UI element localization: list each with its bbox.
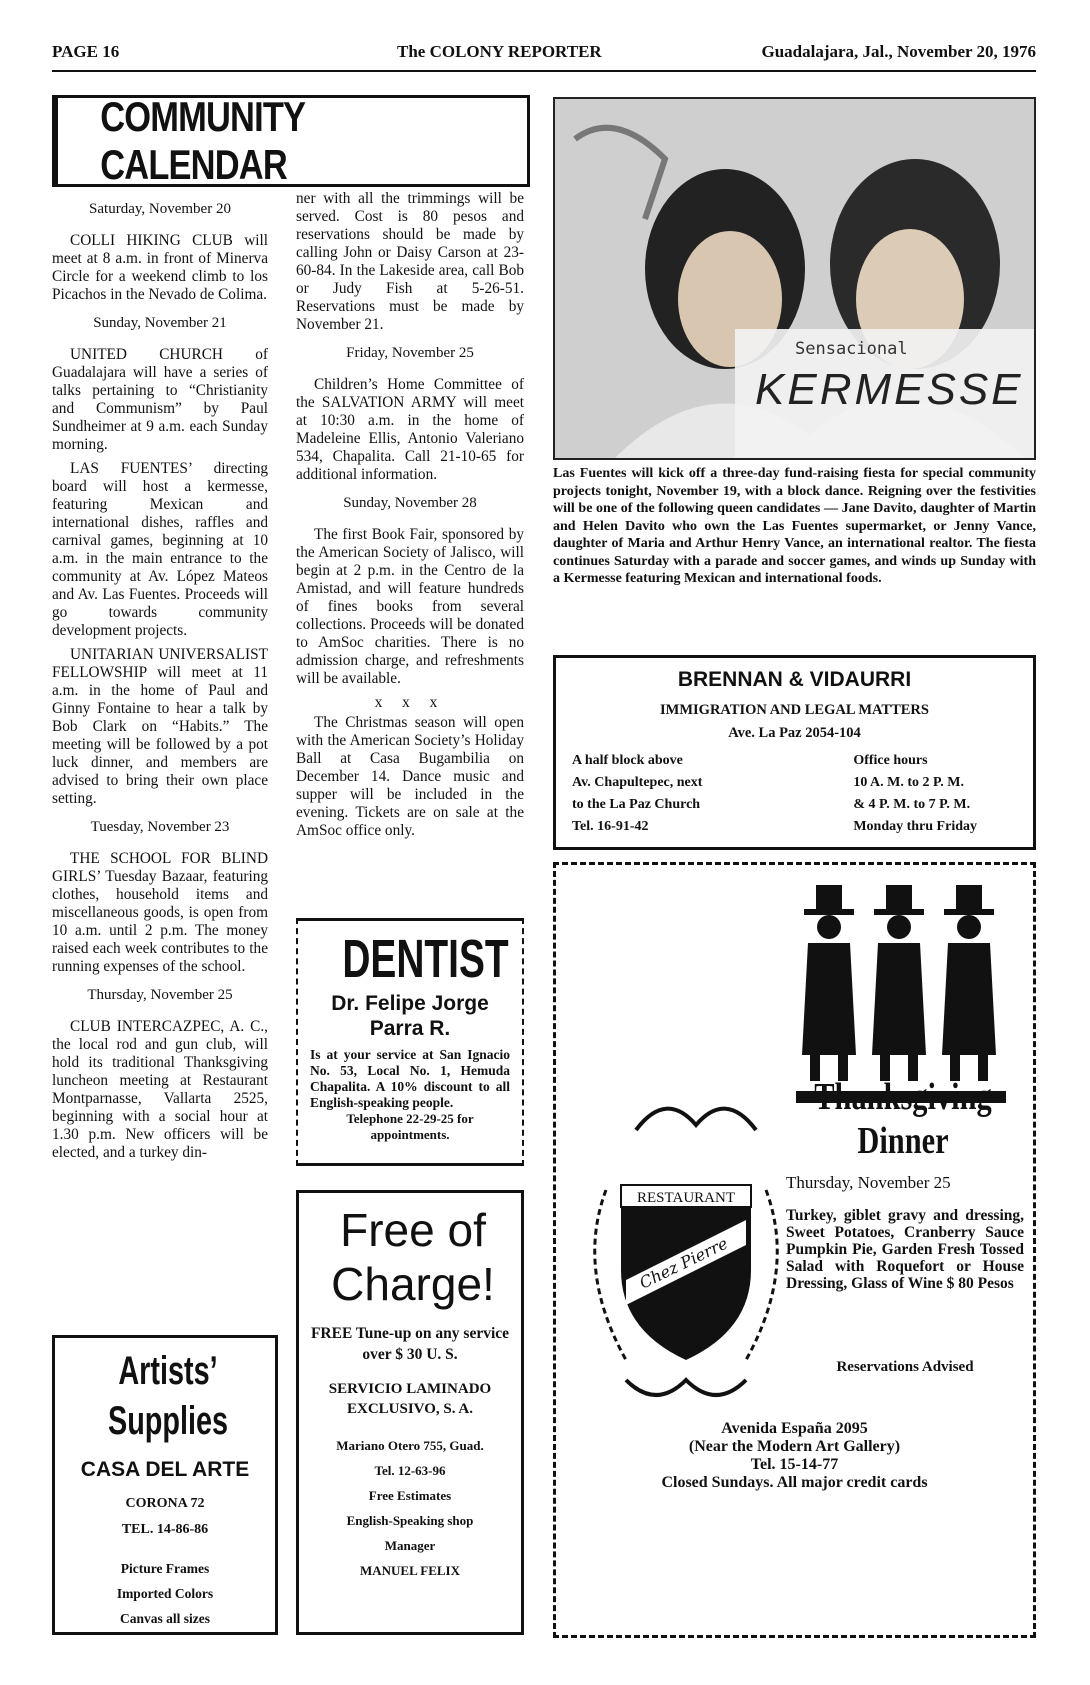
office-hours-line: 10 A. M. to 2 P. M. (853, 775, 965, 790)
photo-illustration (555, 99, 1034, 458)
artists-item: Canvas all sizes (119, 1611, 210, 1626)
brennan-vidaurri-ad (553, 655, 1036, 850)
company-name: SERVICIO LAMINADO EXCLUSIVO, S. A. (328, 1381, 492, 1417)
restaurant-tel: Tel. 15-14-77 (750, 1456, 839, 1473)
date-heading: Sunday, November 21 (93, 315, 227, 331)
date-heading: Friday, November 25 (346, 345, 474, 361)
free-line: MANUEL FELIX (359, 1563, 461, 1578)
company-tel: Tel. 12-63-96 (374, 1463, 446, 1478)
restaurant-landmark: (Near the Modern Art Gallery) (688, 1438, 901, 1455)
dinner-date: Thursday, November 25 (786, 1173, 951, 1192)
dateline: Guadalajara, Jal., November 20, 1976 (761, 42, 1036, 61)
calendar-item: CLUB INTERCAZPEC, A. C., the local rod and gun club, will hold its traditional Thanksgiving luncheon meeting at Restaurant Montparnasse, Vallarta 2525, beginning with a social hour at 1.30 p.m. New officers will be elected, and a turkey din- (52, 1018, 268, 1161)
free-heading: Free of Charge! (331, 1204, 495, 1310)
newspaper-name: The COLONY REPORTER (397, 42, 602, 61)
calendar-title-box (52, 95, 530, 187)
office-hours-line: & 4 P. M. to 7 P. M. (853, 797, 971, 812)
free-line: Free Estimates (368, 1488, 452, 1503)
calendar-item: LAS FUENTES’ directing board will host a kermesse, featuring Mexican and international dishes, raffles and carnival games, beginning at 10 a.m. in the main entrance to the community at Av. López Mateos and Av. Las Fuentes. Proceeds will go towards community development projects. (52, 460, 268, 639)
free-line: English-Speaking shop (346, 1513, 474, 1528)
sign-big-text: KERMESSE (755, 365, 1024, 414)
dinner-menu: Turkey, giblet gravy and dressing, Sweet Potatoes, Cranberry Sauce Pumpkin Pie, Garden Fresh Tossed Salad with Roquefort or House Dressing, Glass of Wine $ 80 Pesos (786, 1207, 1024, 1292)
calendar-item: UNITARIAN UNIVERSALIST FELLOWSHIP will meet at 11 a.m. in the home of Paul and Ginny Fontaine to hear a talk by Bob Clark on “Habits.” The meeting will be followed by a pot luck dinner, and members are advised to bring their own place setting. (52, 646, 268, 807)
dentist-body: Is at your service at San Ignacio No. 53, Local No. 1, Hemuda Chapalita. A 10% discount to all English-speaking people. (310, 1047, 510, 1110)
firm-location-line: to the La Paz Church (572, 797, 701, 812)
shield-restaurant-label: RESTAURANT (637, 1190, 735, 1206)
free-of-charge-ad (296, 1190, 524, 1635)
dentist-ad (296, 918, 524, 1166)
artists-item: Picture Frames (120, 1561, 210, 1576)
dentist-phone: Telephone 22-29-25 for appointments. (346, 1111, 474, 1142)
calendar-item: ner with all the trimmings will be served. Cost is 80 pesos and reservations should be made by calling John or Daisy Carson at 23-60-84. In the Lakeside area, call Bob or Judy Fish at 5-26-51. Reservations must be made by November 21. (296, 190, 524, 333)
calendar-item: COLLI HIKING CLUB will meet at 8 a.m. in front of Minerva Circle for a weekend climb to los Picachos in the Nevado de Colima. (52, 232, 268, 303)
sign-small-text: Sensacional (795, 339, 908, 359)
dentist-name: Dr. Felipe Jorge Parra R. (331, 992, 489, 1040)
calendar-item: The Christmas season will open with the American Society’s Holiday Ball at Casa Bugambilia on December 14. Dance music and supper will be included in the evening. Tickets are on sale at the AmSoc office only. (296, 714, 524, 839)
office-hours-line: Monday thru Friday (853, 819, 977, 834)
firm-service: IMMIGRATION AND LEGAL MATTERS (660, 702, 929, 718)
reservations-note: Reservations Advised (836, 1359, 974, 1375)
shield-script: Chez Pierre (636, 1233, 731, 1293)
shop-tel: TEL. 14-86-86 (121, 1522, 209, 1537)
masthead (52, 36, 1036, 72)
date-heading: Thursday, November 25 (87, 987, 233, 1003)
restaurant-hours: Closed Sundays. All major credit cards (661, 1474, 928, 1491)
dentist-heading: DENTIST (342, 929, 509, 989)
free-offer: FREE Tune-up on any service over $ 30 U. S. (310, 1325, 510, 1363)
calendar-item: UNITED CHURCH of Guadalajara will have a series of talks pertaining to “Christianity and Communism” by Paul Sundheimer at 9 a.m. each Sunday morning. (52, 346, 268, 453)
firm-location-line: Av. Chapultepec, next (572, 775, 703, 790)
calendar-title: COMMUNITY CALENDAR (100, 93, 305, 188)
free-line: Manager (384, 1538, 436, 1553)
firm-location-line: A half block above (572, 753, 683, 768)
artists-heading: Artists’ Supplies (107, 1349, 229, 1443)
firm-tel: Tel. 16-91-42 (572, 819, 649, 834)
thanksgiving-dinner-ad (553, 862, 1036, 1638)
calendar-column-1 (52, 190, 268, 1168)
restaurant-address: Avenida España 2095 (721, 1420, 868, 1437)
thanksgiving-title: Thanksgiving Dinner (814, 1076, 992, 1162)
restaurant-shield-emblem (566, 1080, 796, 1460)
calendar-item: The first Book Fair, sponsored by the American Society of Jalisco, will begin at 2 p.m. in the Centro de la Amistad, and will feature hundreds of fines books from several collections. Proceeds will be donated to AmSoc charities. There is no admission charge, and refreshments will be available. (296, 526, 524, 687)
calendar-item: Children’s Home Committee of the SALVATION ARMY will meet at 10:30 a.m. in the home of Madeleine Ellis, Antonio Valeriano 534, Chapalita. Call 21-10-65 for additional information. (296, 376, 524, 483)
section-separator: x x x (374, 694, 446, 711)
kermesse-photo (553, 97, 1036, 460)
date-heading: Tuesday, November 23 (90, 819, 230, 835)
page-number: PAGE 16 (52, 42, 120, 61)
artists-supplies-ad (52, 1335, 278, 1635)
calendar-item: THE SCHOOL FOR BLIND GIRLS’ Tuesday Bazaar, featuring clothes, household items and miscellaneous goods, is open from 10 a.m. until 2 p.m. The money raised each week contributes to the running expenses of the school. (52, 850, 268, 975)
artists-item: Imported Colors (116, 1586, 214, 1601)
date-heading: Sunday, November 28 (343, 495, 477, 511)
office-hours-line: Office hours (853, 753, 928, 768)
calendar-column-2 (296, 190, 524, 846)
photo-caption: Las Fuentes will kick off a three-day fund-raising fiesta for special community projects tonight, November 19, with a block dance. Reigning over the festivities will be one of the following queen candidates — Jane Davito, daughter of Martin and Helen Davito who own the Las Fuentes supermarket, or Jenny Vance, daughter of Maria and Arthur Henry Vance, an international realtor. The fiesta continues Saturday with a parade and soccer games, and winds up Sunday with a Kermesse featuring Mexican and international foods. (553, 466, 1036, 586)
firm-name: BRENNAN & VIDAURRI (677, 668, 912, 691)
shop-address: CORONA 72 (125, 1496, 205, 1511)
firm-address: Ave. La Paz 2054-104 (728, 725, 861, 741)
company-address: Mariano Otero 755, Guad. (336, 1438, 484, 1453)
date-heading: Saturday, November 20 (89, 201, 231, 217)
shop-name: CASA DEL ARTE (80, 1458, 250, 1481)
